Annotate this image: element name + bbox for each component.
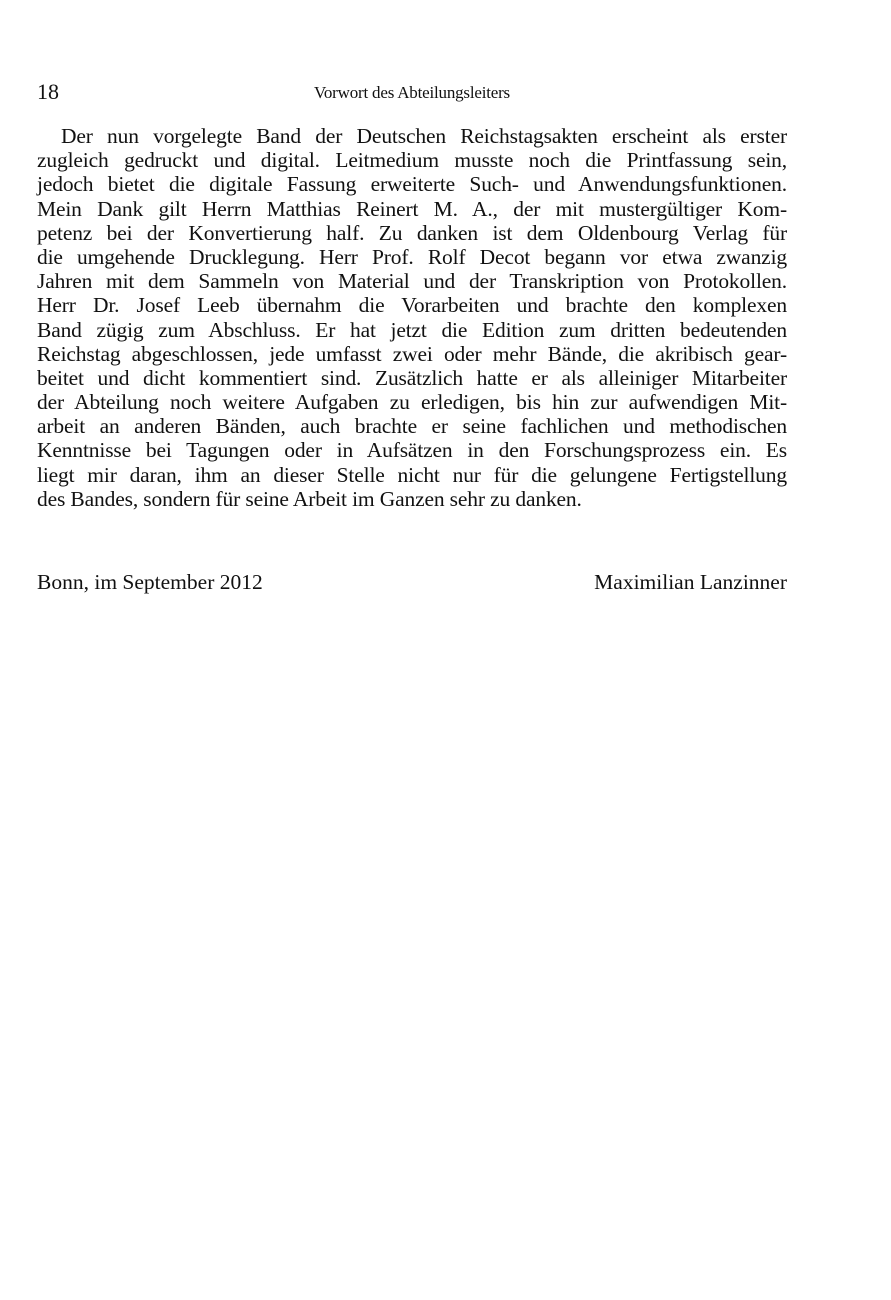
paragraph-line: jedoch bietet die digitale Fassung erweiterte Such- und Anwendungsfunktionen.: [37, 172, 787, 197]
paragraph-line: arbeit an anderen Bänden, auch brachte er seine fachlichen und methodischen: [37, 414, 787, 439]
paragraph-line: Reichstag abgeschlossen, jede umfasst zwei oder mehr Bände, die akribisch gear-: [37, 341, 787, 366]
paragraph-line: Der nun vorgelegte Band der Deutschen Reichstagsakten erscheint als erster: [61, 124, 787, 148]
paragraph-line: Herr Dr. Josef Leeb übernahm die Vorarbeiten und brachte den komplexen: [37, 293, 787, 318]
running-head: [37, 78, 787, 106]
paragraph-line: petenz bei der Konvertierung half. Zu danken ist dem Oldenbourg Verlag für: [37, 220, 787, 245]
signature-block: [37, 568, 787, 596]
paragraph-line: Band zügig zum Abschluss. Er hat jetzt die Edition zum dritten bedeutenden: [37, 317, 787, 342]
body-paragraph: [37, 124, 787, 511]
author-name: Maximilian Lanzinner: [594, 570, 787, 594]
paragraph-line: Mein Dank gilt Herrn Matthias Reinert M. A., der mit mustergültiger Kom-: [37, 196, 787, 221]
running-head-title: Vorwort des Abteilungsleiters: [314, 83, 510, 102]
paragraph-line: liegt mir daran, ihm an dieser Stelle nicht nur für die gelungene Fertigstellung: [37, 462, 787, 487]
paragraph-line: Kenntnisse bei Tagungen oder in Aufsätzen in den Forschungsprozess ein. Es: [37, 438, 787, 463]
paragraph-line: zugleich gedruckt und digital. Leitmedium musste noch die Printfassung sein,: [37, 148, 787, 173]
place-date: Bonn, im September 2012: [37, 570, 263, 594]
paragraph-line: der Abteilung noch weitere Aufgaben zu erledigen, bis hin zur aufwendigen Mit-: [37, 390, 787, 415]
paragraph-line: beitet und dicht kommentiert sind. Zusätzlich hatte er als alleiniger Mitarbeiter: [37, 365, 787, 390]
paragraph-line: des Bandes, sondern für seine Arbeit im Ganzen sehr zu danken.: [37, 486, 582, 511]
page-number: 18: [37, 79, 59, 104]
paragraph-line: Jahren mit dem Sammeln von Material und der Transkription von Protokollen.: [37, 269, 787, 294]
paragraph-line: die umgehende Drucklegung. Herr Prof. Rolf Decot begann vor etwa zwanzig: [37, 244, 787, 269]
